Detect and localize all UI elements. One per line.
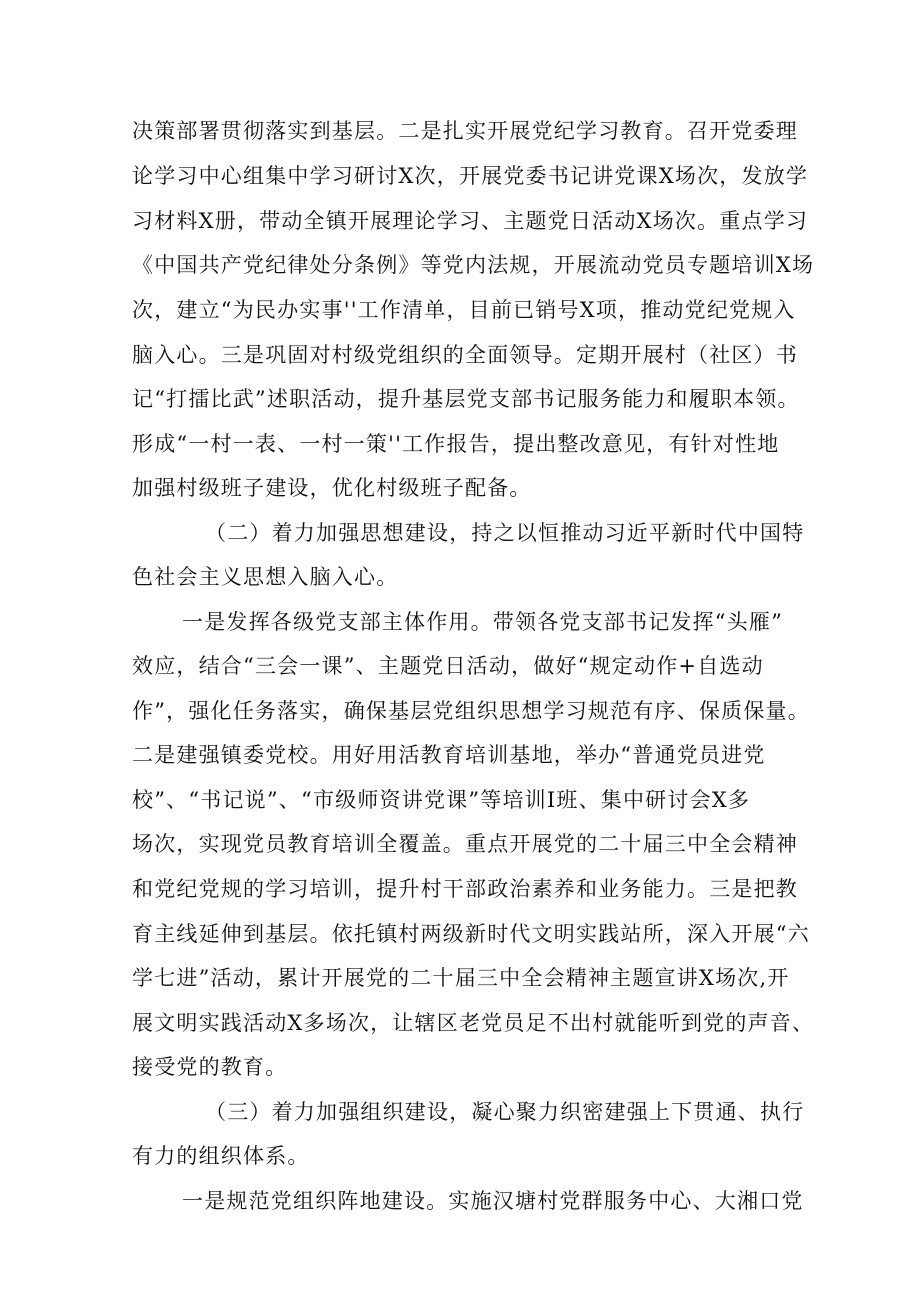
section-heading-2-cont: 色社会主义思想入脑入心。 (132, 565, 399, 589)
paragraph-line: 论学习中心组集中学习研讨X次，开展党委书记讲党课X场次，发放学 (132, 164, 809, 188)
paragraph-line: 二是建强镇委党校。用好用活教育培训基地，举办“普通党员进党 (132, 743, 766, 767)
paragraph-line: 脑入心。三是巩固对村级党组织的全面领导。定期开展村（社区）书 (132, 343, 798, 367)
paragraph-line: 决策部署贯彻落实到基层。二是扎实开展党纪学习教育。召开党委理 (132, 119, 798, 143)
section-heading-3: （三）着力加强组织建设，凝心聚力织密建强上下贯通、执行 (205, 1100, 805, 1124)
paragraph-line: 加强村级班子建设，优化村级班子配备。 (132, 476, 532, 500)
paragraph-line: 一是规范党组织阵地建设。实施汉塘村党群服务中心、大湘口党 (182, 1189, 804, 1213)
paragraph-line: 校”、“书记说”、“市级师资讲党课”等培训I班、集中研讨会X多 (132, 788, 751, 812)
section-heading-2: （二）着力加强思想建设，持之以恒推动习近平新时代中国特 (205, 521, 805, 545)
paragraph-line: 展文明实践活动X多场次，让辖区老党员足不出村就能听到党的声音、 (132, 1011, 815, 1035)
paragraph-line: 次，建立“为民办实事''工作清单，目前已销号X项，推动党纪党规入 (132, 298, 796, 322)
paragraph-line: 效应，结合“三会一课”、主题党日活动，做好“规定动作+自选动 (132, 654, 764, 678)
paragraph-line: 育主线延伸到基层。依托镇村两级新时代文明实践站所，深入开展“六 (132, 922, 810, 946)
paragraph-line: 习材料X册，带动全镇开展理论学习、主题党日活动X场次。重点学习 (132, 209, 809, 233)
paragraph-line: 记“打擂比武”述职活动，提升基层党支部书记服务能力和履职本领。 (132, 387, 800, 411)
paragraph-line: 形成“一村一表、一村一策''工作报告，提出整改意见，有针对性地 (132, 432, 780, 456)
paragraph-line: 一是发挥各级党支部主体作用。带领各党支部书记发挥“头雁” (182, 610, 784, 634)
paragraph-line: 场次，实现党员教育培训全覆盖。重点开展党的二十届三中全会精神 (132, 832, 798, 856)
paragraph-line: 接受党的教育。 (132, 1055, 288, 1079)
paragraph-line: 和党纪党规的学习培训，提升村干部政治素养和业务能力。三是把教 (132, 877, 798, 901)
section-heading-3-cont: 有力的组织体系。 (132, 1144, 310, 1168)
paragraph-line: 作”，强化任务落实，确保基层党组织思想学习规范有序、保质保量。 (132, 699, 810, 723)
paragraph-line: 《中国共产党纪律处分条例》等党内法规，开展流动党员专题培训X场 (132, 253, 815, 277)
paragraph-line: 学七进”活动，累计开展党的二十届三中全会精神主题宣讲X场次,开 (132, 966, 790, 990)
